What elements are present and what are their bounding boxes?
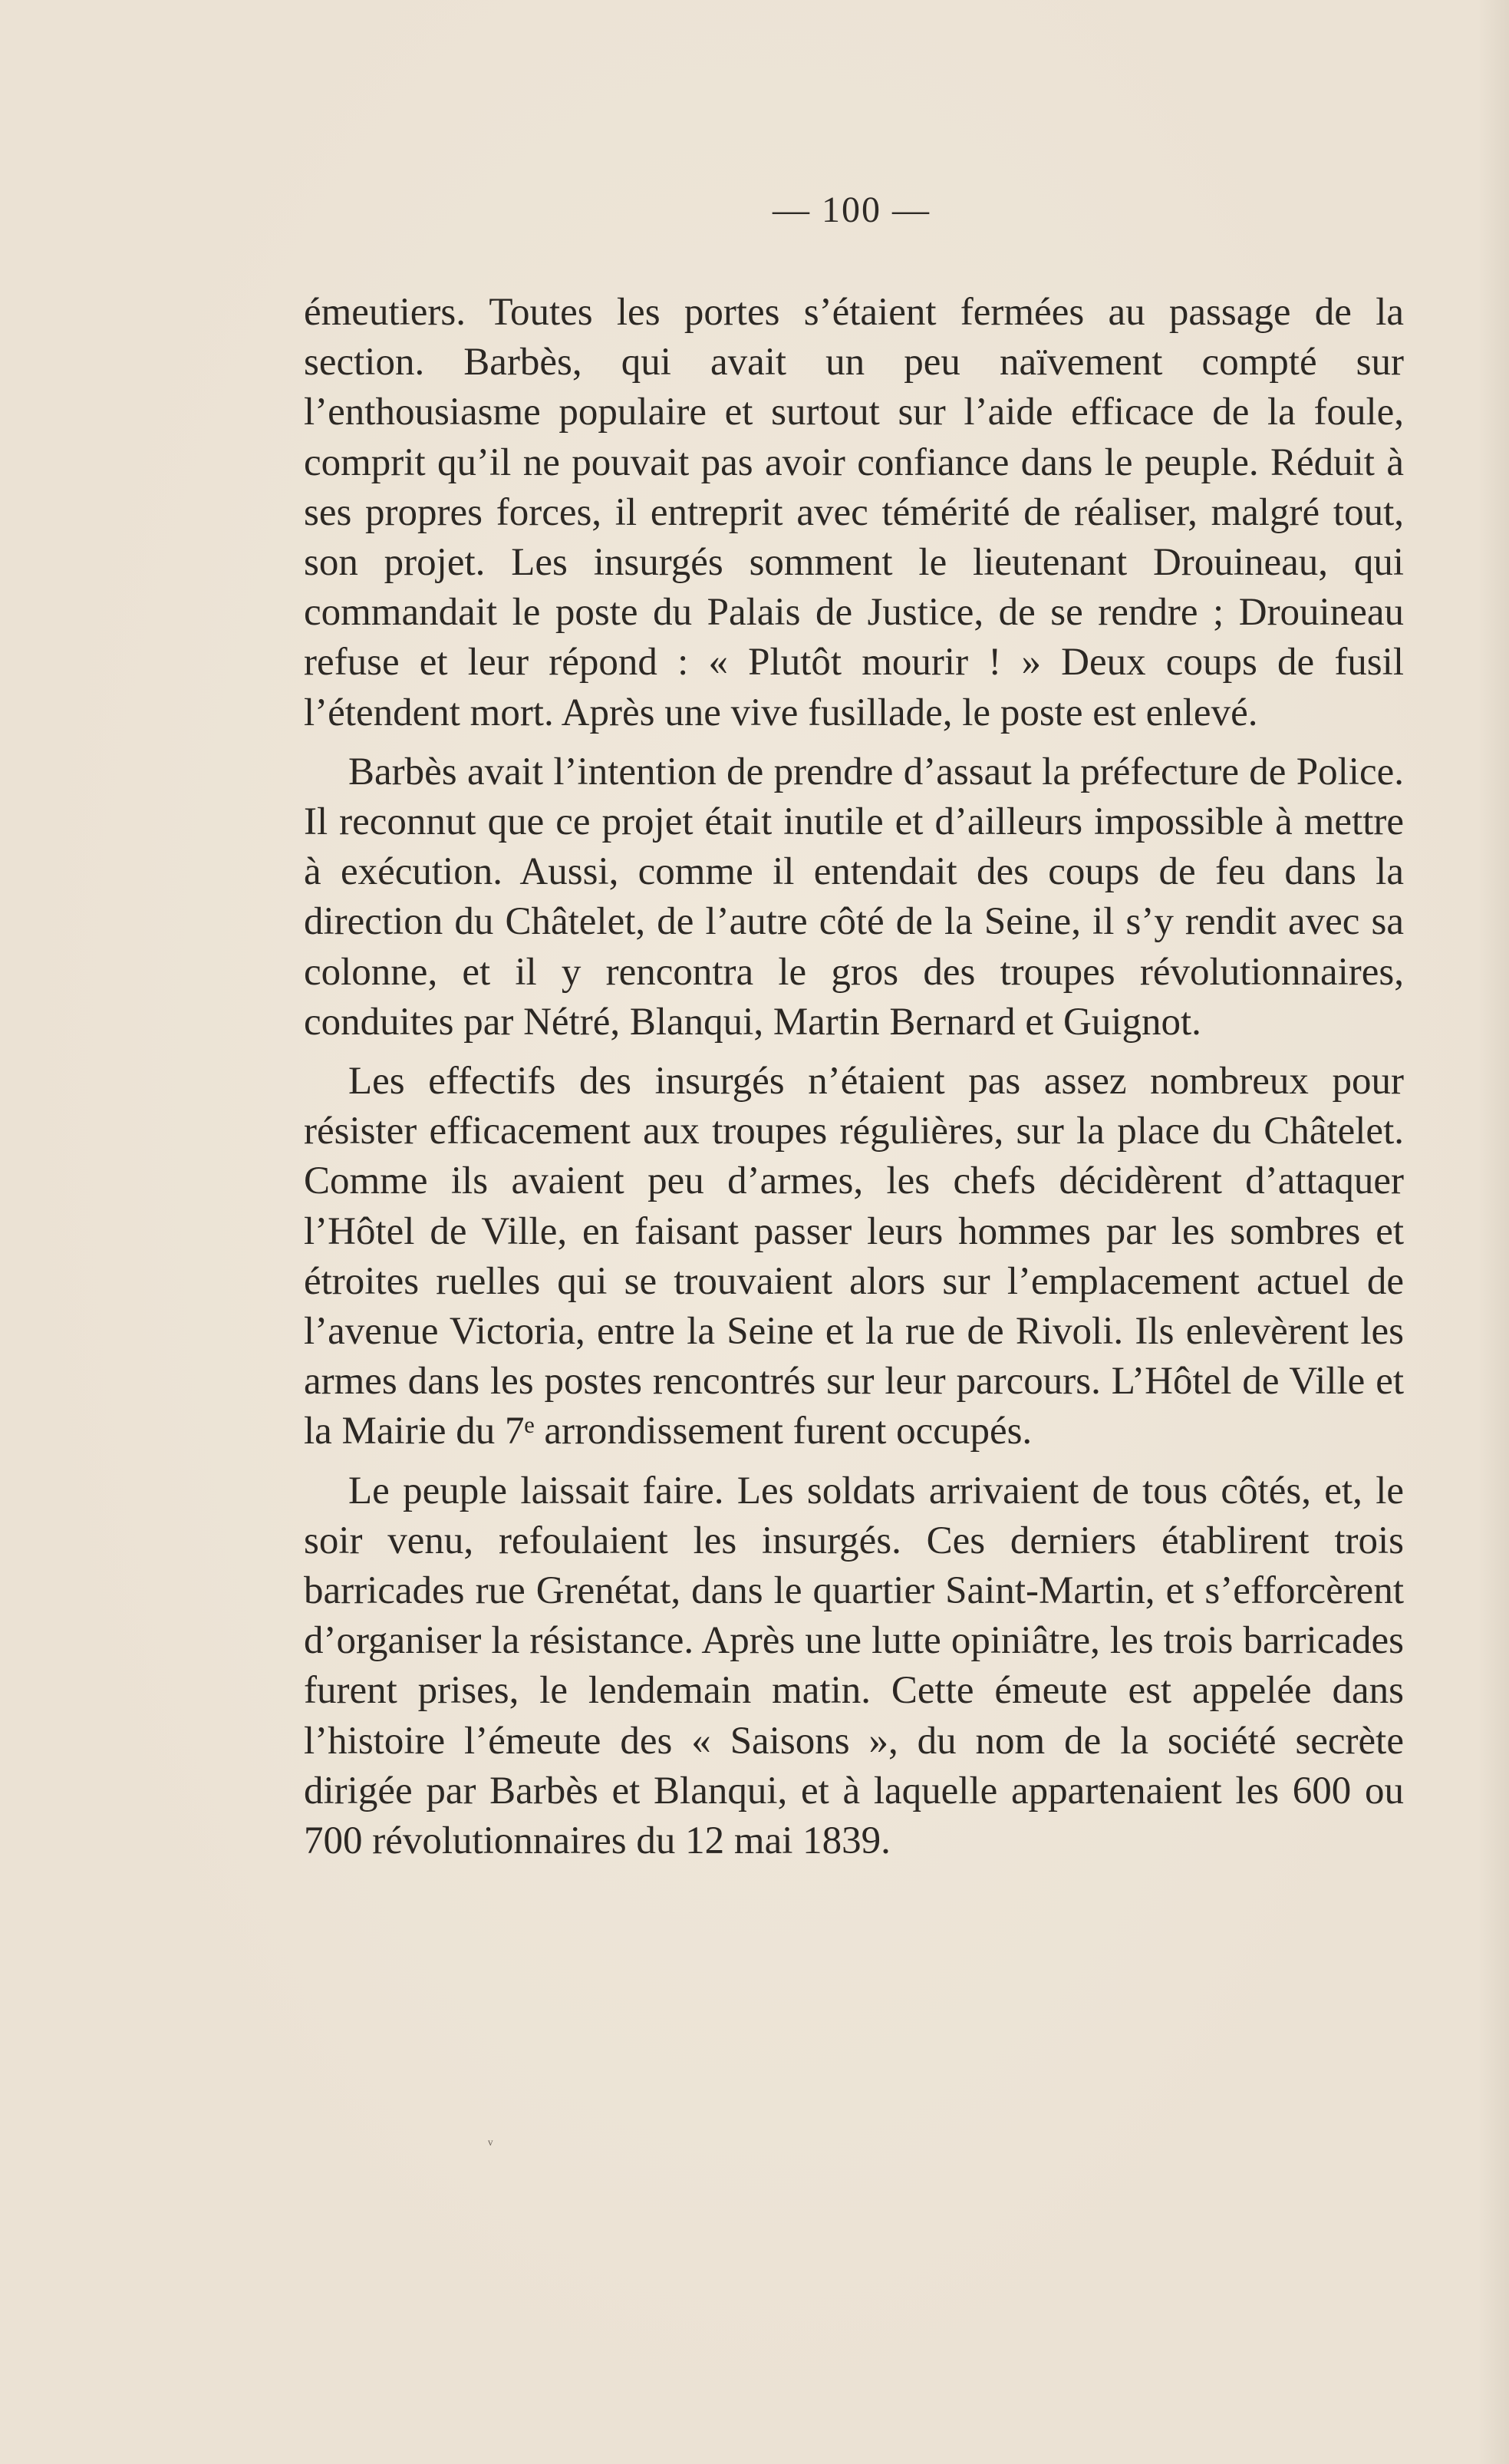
paragraph-2: Barbès avait l’intention de prendre d’assaut la préfecture de Police. Il reconnut que ce projet était inutile et d’ailleurs impossible à mettre à exécution. Aussi, comme il entendait des coups de feu dans la direction du Châtelet, de l’autre côté de la Seine, il s’y rendit avec sa colonne, et il y rencontra le gros des troupes révolutionnaires, conduites par Nétré, Blanqui, Martin Bernard et Guignot.: [304, 750, 1404, 1044]
page-edge-shadow: [1478, 0, 1509, 2464]
paragraph-3: Les effectifs des insurgés n’étaient pas assez nombreux pour résister efficacement aux troupes régulières, sur la place du Châtelet. Comme ils avaient peu d’armes, les chefs décidèrent d’attaquer l’Hôtel de Ville, en faisant passer leurs hommes par les sombres et étroites ruelles qui se trouvaient alors sur l’emplacement actuel de l’avenue Victoria, entre la Seine et la rue de Rivoli. Ils enlevèrent les armes dans les postes rencontrés sur leur parcours. L’Hôtel de Ville et la Mairie du 7ᵉ arrondissement furent occupés.: [304, 1060, 1404, 1453]
body-text: [304, 288, 1404, 1866]
paragraph-1: émeutiers. Toutes les portes s’étaient fermées au passage de la section. Barbès, qui avait un peu naïvement compté sur l’enthousiasme populaire et surtout sur l’aide efficace de la foule, comprit qu’il ne pouvait pas avoir confiance dans le peuple. Réduit à ses propres forces, il entreprit avec témérité de réaliser, malgré tout, son projet. Les insurgés somment le lieutenant Drouineau, qui commandait le poste du Palais de Justice, de se rendre ; Drouineau refuse et leur répond : « Plutôt mourir ! » Deux coups de fusil l’étendent mort. Après une vive fusillade, le poste est enlevé.: [304, 291, 1404, 734]
paragraph-4: Le peuple laissait faire. Les soldats arrivaient de tous côtés, et, le soir venu, refoulaient les insurgés. Ces derniers établirent trois barricades rue Grenétat, dans le quartier Saint-Martin, et s’efforcèrent d’organiser la résistance. Après une lutte opiniâtre, les trois barricades furent prises, le lendemain matin. Cette émeute est appelée dans l’histoire l’émeute des « Saisons », du nom de la société secrète dirigée par Barbès et Blanqui, et à laquelle appartenaient les 600 ou 700 révolutionnaires du 12 mai 1839.: [304, 1469, 1404, 1863]
stray-ink-mark: ᵛ: [488, 2135, 493, 2154]
page-number: — 100 —: [773, 190, 931, 230]
